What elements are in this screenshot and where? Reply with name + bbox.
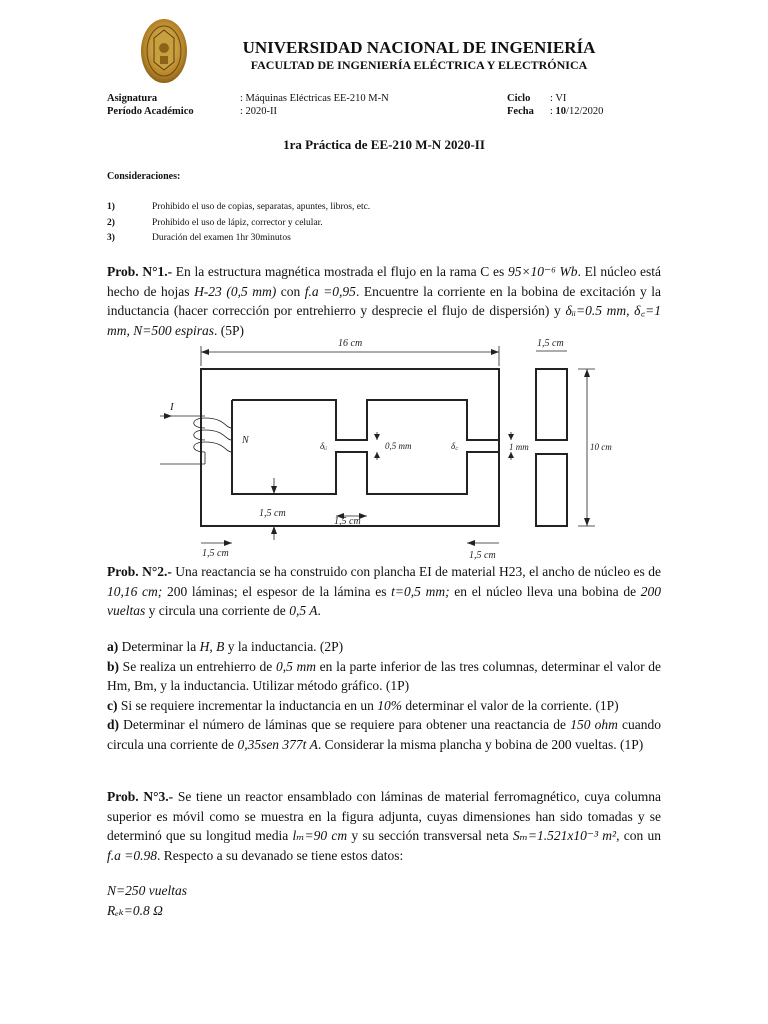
- magnetic-core-figure: [150, 332, 620, 564]
- core-window-bottom: [232, 400, 499, 494]
- dim-inner-1-5cm-label: 1,5 cm: [259, 508, 286, 519]
- arrowhead: [508, 434, 514, 440]
- list-item: 1) Prohibido el uso de copias, separatas, apuntes, libros, etc.: [107, 202, 371, 212]
- item-c: c) Si se requiere incrementar la inductancia en un 10% determinar el valor de la corriente. (1P): [107, 697, 619, 713]
- delta-ii-label: δᵢᵢ: [320, 441, 328, 451]
- side-view-bottom: [536, 454, 567, 526]
- delta-c-label: δ꜀: [451, 441, 459, 451]
- faculty-name: FACULTAD DE INGENIERÍA ELÉCTRICA Y ELECTRÓNICA: [250, 58, 588, 72]
- item-a: a) Determinar la H, B y la inductancia. (2P): [107, 639, 344, 654]
- dim-10cm-label: 10 cm: [590, 442, 612, 452]
- fecha-value: : 10/12/2020: [550, 106, 604, 117]
- winding-resistance: Rₑₖ=0.8 Ω: [107, 903, 163, 918]
- arrowhead: [374, 434, 380, 440]
- dim-left-1-5cm-label: 1,5 cm: [202, 548, 229, 559]
- asignatura-label: Asignatura: [107, 93, 158, 104]
- problem-1-statement: Prob. N°1.- En la estructura magnética mostrada el flujo en la rama C es 95×10⁻⁶ Wb. El núcleo está hecho de hojas H-23 (0,5 mm) con f.a =0,95. Encuentre la corriente en la bobina de excitación y la inductancia (hacer corrección por entrehierro y desprecie el flujo de dispersión) y δᵢᵢ=0.5 mm, δ꜀=1 mm, N=500 espiras. (5P): [107, 264, 661, 338]
- arrowhead: [508, 452, 514, 458]
- problem-3-statement: Prob. N°3.- Se tiene un reactor ensamblado con láminas de material ferromagnético, cuya columna superior es móvil como se muestra en la figura adjunta, cuyas dimensiones han sido tomadas y se determinó que su longitud media lₘ=90 cm y su sección transversal neta Sₘ=1.521x10⁻³ m², con un f.a =0.98. Respecto a su devanado se tiene estos datos:: [107, 789, 661, 863]
- turns-label: N: [242, 435, 249, 446]
- gap-0-5mm-label: 0,5 mm: [385, 441, 412, 451]
- item-b: b) Se realiza un entrehierro de 0,5 mm en la parte inferior de las tres columnas, determinar el valor de Hm, Bm, y la inductancia. Utilizar método gráfico. (1P): [107, 658, 662, 694]
- periodo-value: : 2020-II: [240, 106, 278, 117]
- winding-turns: N=250 vueltas: [107, 883, 187, 898]
- arrowhead: [467, 540, 475, 546]
- current-arrow: [164, 413, 172, 419]
- list-item: 2) Prohibido el uso de lápiz, corrector y celular.: [107, 217, 323, 228]
- coil-turn: [194, 430, 232, 440]
- gap-1mm-label: 1 mm: [509, 442, 529, 452]
- dim-1-5cm-top-label: 1,5 cm: [537, 338, 564, 349]
- ciclo-value: : VI: [550, 93, 567, 104]
- arrowhead: [224, 540, 232, 546]
- arrowhead: [271, 526, 277, 534]
- arrowhead: [201, 349, 209, 355]
- arrowhead: [374, 452, 380, 458]
- dim-16cm-label: 16 cm: [338, 338, 363, 349]
- current-label: I: [170, 401, 174, 413]
- university-name: UNIVERSIDAD NACIONAL DE INGENIERÍA: [242, 38, 596, 57]
- coil-turn: [194, 442, 232, 452]
- item-d: d) Determinar el número de láminas que se requiere para obtener una reactancia de 150 ohm cuando circula una corriente de 0,35sen 377t A. Considerar la misma plancha y bobina de 200 vueltas. (1P): [107, 717, 662, 752]
- problem-2-items: [107, 637, 661, 755]
- core-window-top: [232, 400, 499, 440]
- ciclo-label: Ciclo: [507, 93, 531, 104]
- dim-right-1-5cm-label: 1,5 cm: [469, 550, 496, 561]
- considerations-list: [107, 200, 370, 247]
- arrowhead: [584, 369, 590, 377]
- arrowhead: [491, 349, 499, 355]
- asignatura-value: : Máquinas Eléctricas EE-210 M-N: [240, 93, 389, 104]
- fecha-label: Fecha: [507, 106, 534, 117]
- list-item: 3) Duración del examen 1hr 30minutos: [107, 233, 291, 243]
- arrowhead: [271, 486, 277, 494]
- dim-mid-1-5cm-label: 1,5 cm: [334, 516, 361, 527]
- considerations-heading: Consideraciones:: [107, 171, 181, 182]
- side-view-top: [536, 369, 567, 440]
- arrowhead: [584, 518, 590, 526]
- exam-title: 1ra Práctica de EE-210 M-N 2020-II: [283, 137, 485, 152]
- problem-2-statement: Prob. N°2.- Una reactancia se ha construido con plancha EI de material H23, el ancho de núcleo es de 10,16 cm; 200 láminas; el espesor de la lámina es t=0,5 mm; en el núcleo lleva una bobina de 200 vueltas y circula una corriente de 0,5 A.: [107, 564, 661, 619]
- periodo-label: Período Académico: [107, 106, 194, 117]
- coil-turn: [194, 418, 232, 428]
